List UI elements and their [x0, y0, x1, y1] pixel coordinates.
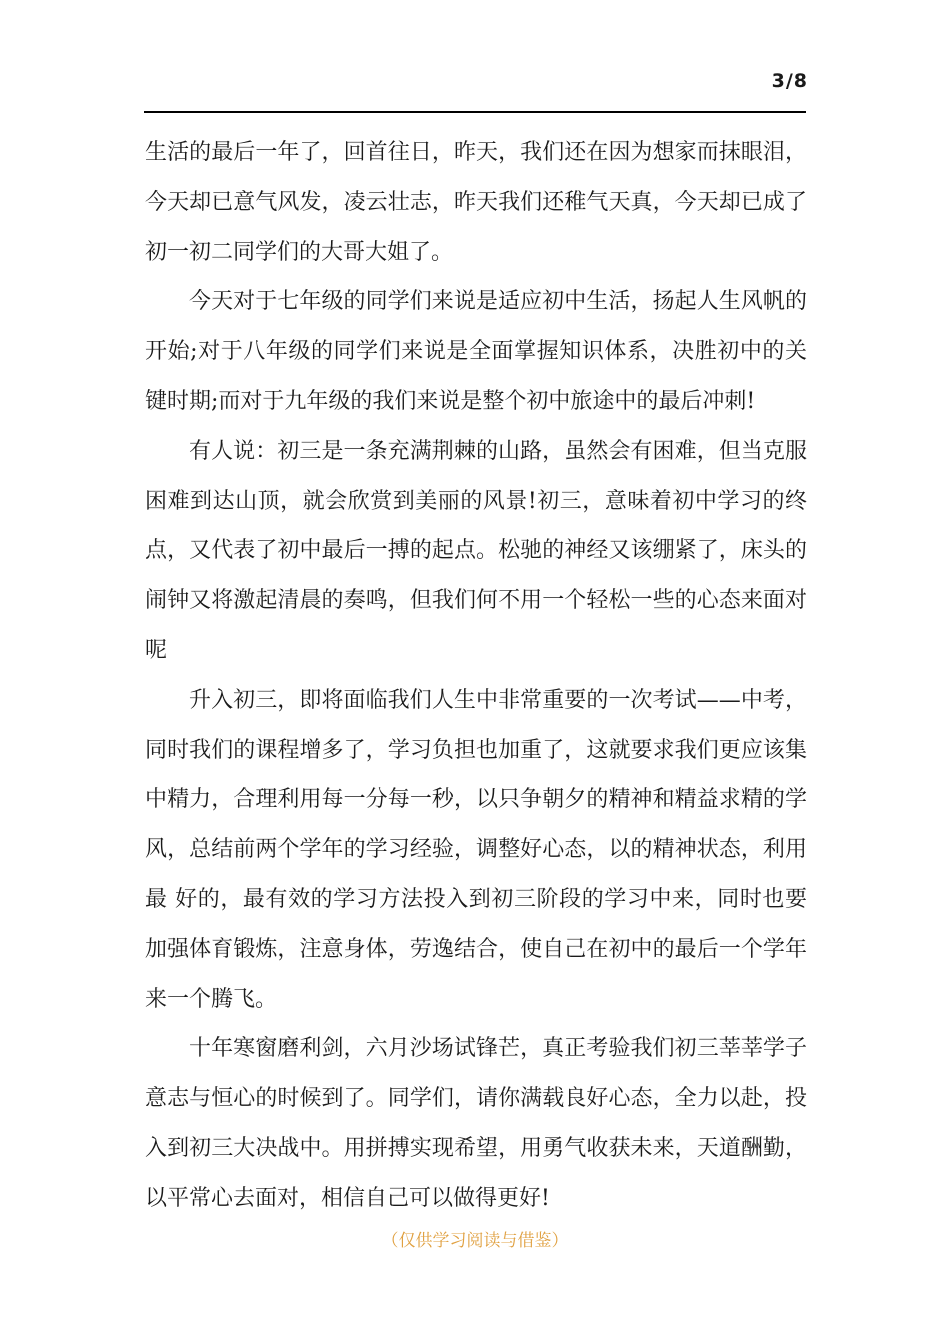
page-number: 3/8: [771, 70, 808, 92]
header-divider: [144, 111, 806, 113]
paragraph: 十年寒窗磨利剑，六月沙场试锋芒，真正考验我们初三莘莘学子意志与恒心的时候到了。同学们，请你满载良好心态，全力以赴，投入到初三大决战中。用拼搏实现希望，用勇气收获未来，天道酬勤，以平常心去面对，相信自己可以做得更好!: [145, 1036, 807, 1211]
paragraph: 今天对于七年级的同学们来说是适应初中生活，扬起人生风帆的开始;对于八年级的同学们来说是全面掌握知识体系，决胜初中的关键时期;而对于九年级的我们来说是整个初中旅途中的最后冲刺!: [145, 289, 807, 414]
document-body: [145, 128, 807, 1224]
paragraph: 升入初三，即将面临我们人生中非常重要的一次考试——中考，同时我们的课程增多了，学习负担也加重了，这就要求我们更应该集中精力，合理利用每一分每一秒，以只争朝夕的精神和精益求精的学风，总结前两个学年的学习经验，调整好心态，以的精神状态，利用最 好的，最有效的学习方法投入到初三阶段的学习中来，同时也要加强体育锻炼，注意身体，劳逸结合，使自己在初中的最后一个学年来一个腾飞。: [145, 687, 807, 1012]
footer-disclaimer: （仅供学习阅读与借鉴）: [381, 1231, 569, 1251]
paragraph-continuation: 生活的最后一年了，回首往日，昨天，我们还在因为想家而抹眼泪，今天却已意气风发，凌云壮志，昨天我们还稚气天真，今天却已成了初一初二同学们的大哥大姐了。: [145, 140, 807, 265]
paragraph: 有人说：初三是一条充满荆棘的山路，虽然会有困难，但当克服困难到达山顶，就会欣赏到美丽的风景!初三，意味着初中学习的终点，又代表了初中最后一搏的起点。松驰的神经又该绷紧了，床头的闹钟又将激起清晨的奏鸣，但我们何不用一个轻松一些的心态来面对呢: [145, 438, 807, 663]
